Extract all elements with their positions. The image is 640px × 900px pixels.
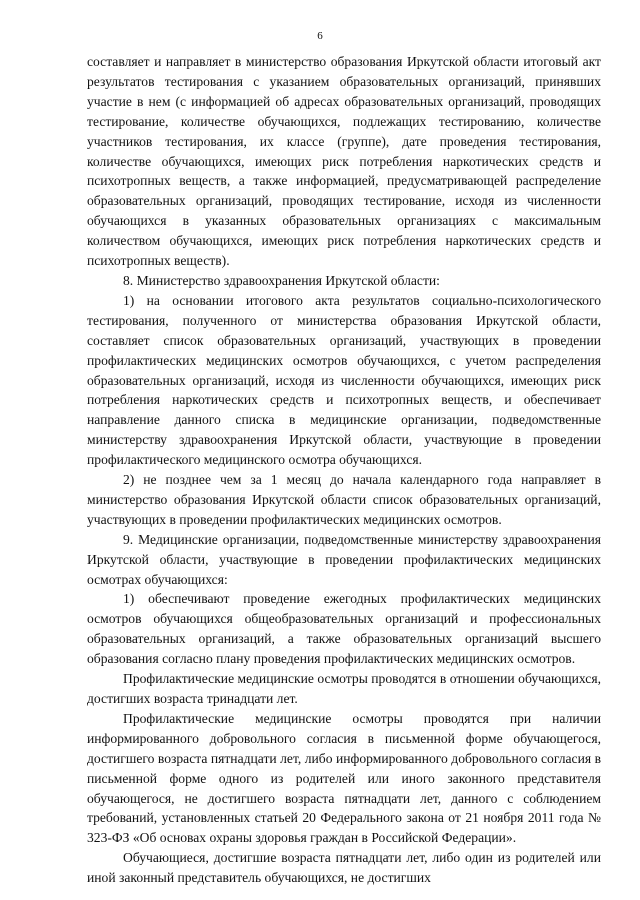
paragraph-consent: Профилактические медицинские осмотры проводятся при наличии информированного добровольного согласия в письменной форме обучающегося, достигшего возраста пятнадцати лет, либо информированного добровольного согласия в письменной форме одного из родителей или иного законного представителя обучающегося, не достигшего возраста пятнадцати лет, данного с соблюдением требований, установленных статьей 20 Федерального закона от 21 ноября 2011 года № 323-ФЗ «Об основах охраны здоровья граждан в Российской Федерации». [87,710,601,846]
paragraph-8-1: 1) на основании итогового акта результатов социально-психологического тестирования, полученного от министерства образования Иркутской области, составляет список образовательных организаций, участвующих в проведении профилактических медицинских осмотров обучающихся, с учетом распределения образовательных организаций, исходя из численности обучающихся, имеющих риск потребления наркотических средств и психотропных веществ, и обеспечивает направление данного списка в медицинские организации, подведомственные министерству здравоохранения Иркутской области, участвующие в проведении профилактического медицинского осмотра обучающихся. [87,292,601,468]
page-number: 6 [317,30,323,42]
paragraph-students-continued: Обучающиеся, достигшие возраста пятнадцати лет, либо один из родителей или иной законный представитель обучающихся, не достигших [87,850,601,886]
paragraph-act-summary: составляет и направляет в министерство образования Иркутской области итоговый акт результатов тестирования с указанием образовательных организаций, принявших участие в нем (с информацией об адресах образовательных организаций, проводящих тестирование, количестве обучающихся, подлежащих тестированию, количестве участников тестирования, их классе (группе), дате проведения тестирования, количестве обучающихся, имеющих риск потребления наркотических средств и психотропных веществ, а также информацией, предусматривающей распределение образовательных организаций, проводящих тестирование, исходя из численности обучающихся в указанных образовательных организациях с максимальным количеством обучающихся, имеющих риск потребления наркотических средств и психотропных веществ). [87,54,601,269]
document-body [87,52,601,888]
paragraph-9-1: 1) обеспечивают проведение ежегодных профилактических медицинских осмотров обучающихся общеобразовательных организаций и профессиональных образовательных организаций, а также образовательных организаций высшего образования согласно плану проведения профилактических медицинских осмотров. [87,591,601,667]
section-9-heading: 9. Медицинские организации, подведомственные министерству здравоохранения Иркутской области, участвующие в проведении профилактических медицинских осмотрах обучающихся: [87,531,601,587]
paragraph-8-2: 2) не позднее чем за 1 месяц до начала календарного года направляет в министерство образования Иркутской области список образовательных организаций, участвующих в проведении профилактических медицинских осмотров. [87,472,601,527]
section-8-heading: 8. Министерство здравоохранения Иркутской области: [123,272,440,288]
paragraph-exam-age: Профилактические медицинские осмотры проводятся в отношении обучающихся, достигших возраста тринадцати лет. [87,671,601,706]
